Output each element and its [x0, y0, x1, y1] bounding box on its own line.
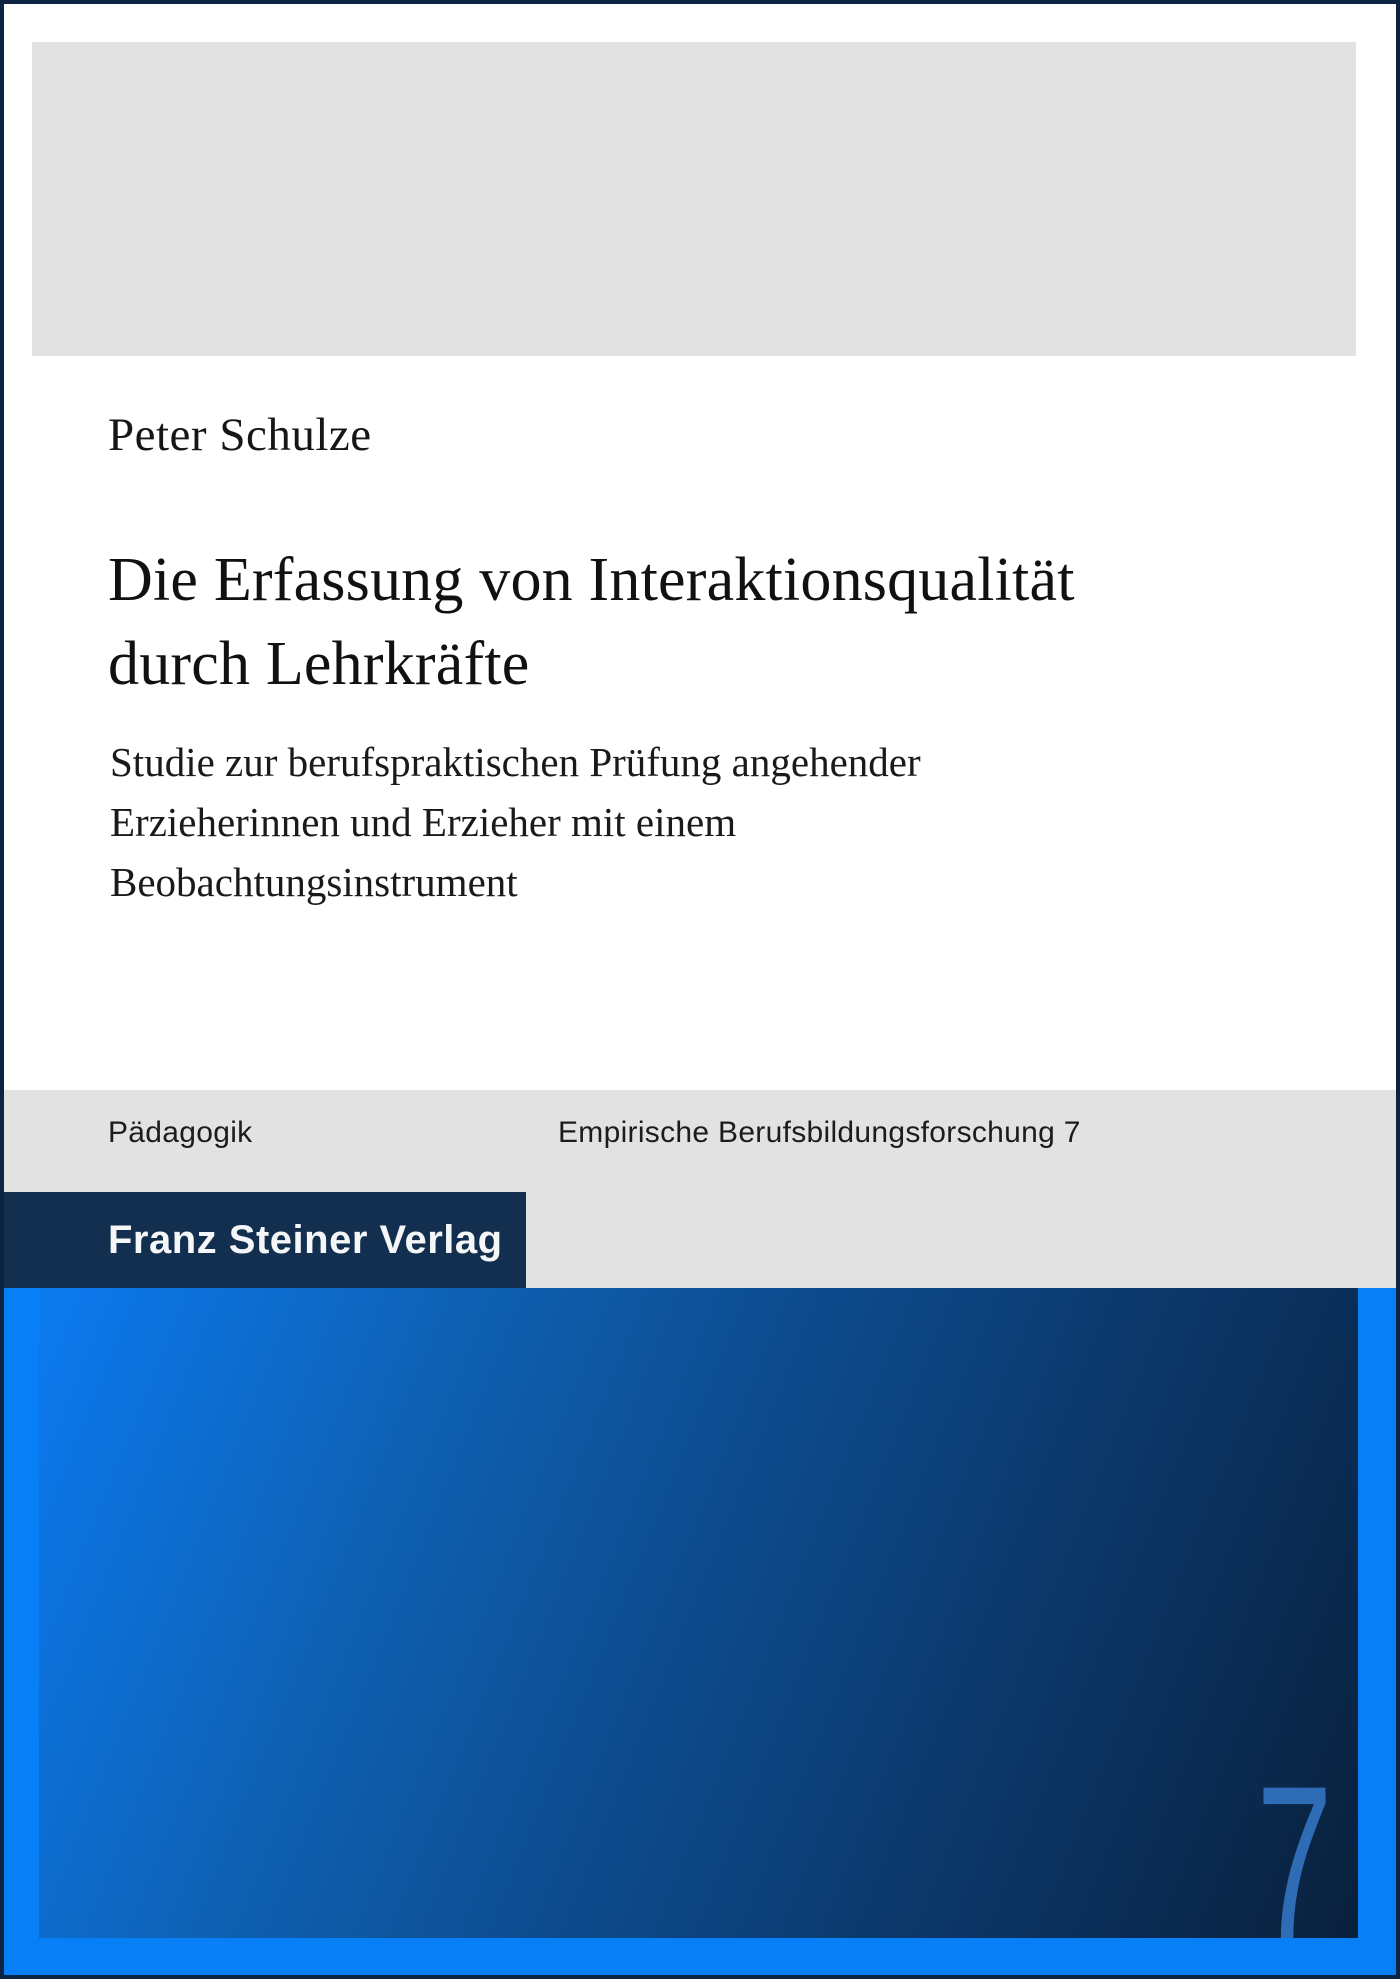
header-gray-block	[32, 42, 1356, 356]
footer-gradient-panel	[39, 1288, 1358, 1938]
book-subtitle-line-3: Beobachtungsinstrument	[110, 859, 518, 905]
book-title-line-2: durch Lehrkräfte	[108, 630, 530, 698]
volume-number: 7	[1256, 1740, 1332, 1938]
category-label: Pädagogik	[108, 1116, 253, 1149]
book-title	[108, 538, 1075, 706]
footer-blue-section	[4, 1288, 1396, 1975]
book-subtitle-line-2: Erzieherinnen und Erzieher mit einem	[110, 799, 737, 845]
book-subtitle-line-1: Studie zur berufspraktischen Prüfung angehender	[110, 739, 921, 785]
author-name: Peter Schulze	[108, 409, 372, 461]
publisher-name: Franz Steiner Verlag	[108, 1217, 503, 1262]
book-subtitle	[110, 732, 921, 912]
publisher-band	[4, 1192, 526, 1288]
book-title-line-1: Die Erfassung von Interaktionsqualität	[108, 546, 1075, 614]
series-title-label: Empirische Berufsbildungsforschung 7	[558, 1116, 1081, 1149]
